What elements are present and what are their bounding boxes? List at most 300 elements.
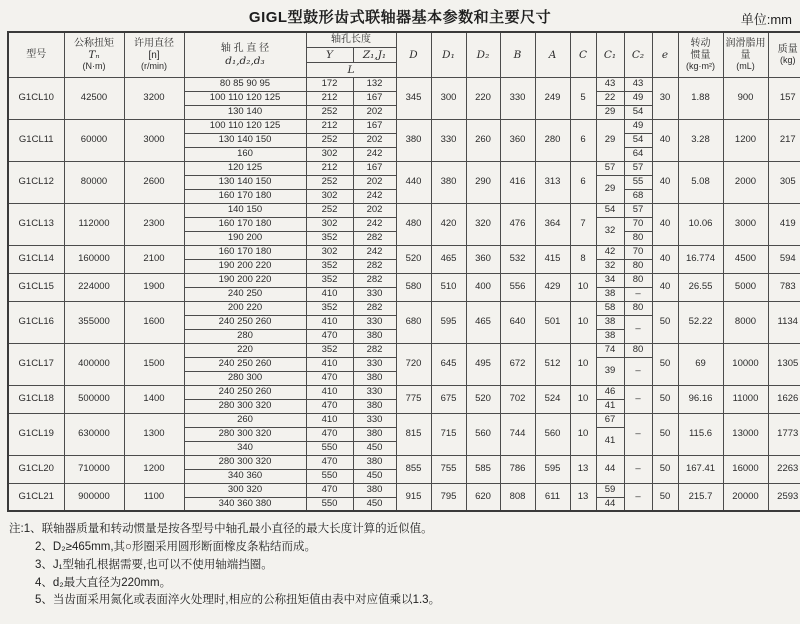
header-grease-l2: 量 (740, 49, 751, 61)
cell-A: 611 (535, 483, 570, 511)
cell-B: 640 (500, 301, 535, 343)
cell-e: 30 (652, 77, 678, 119)
cell-bore-diameters: 240 250 (184, 287, 306, 301)
header-model: 型号 (8, 32, 64, 77)
header-C: C (570, 32, 596, 77)
cell-length-Z1J1: 380 (353, 455, 396, 469)
cell-A: 595 (535, 455, 570, 483)
cell-D1: 330 (431, 119, 466, 161)
cell-bore-diameters: 220 (184, 343, 306, 357)
cell-e: 40 (652, 245, 678, 273)
cell-D2: 495 (466, 343, 500, 385)
cell-grease: 1200 (723, 119, 768, 161)
cell-mass: 305 (768, 161, 800, 203)
cell-C: 10 (570, 273, 596, 301)
cell-length-Z1J1: 380 (353, 371, 396, 385)
cell-length-Y: 410 (306, 357, 353, 371)
cell-bore-diameters: 160 170 180 (184, 189, 306, 203)
unit-label: 单位:mm (740, 12, 792, 27)
header-grease-unit: (mL) (736, 61, 755, 72)
cell-inertia: 96.16 (678, 385, 723, 413)
cell-C1: 59 (596, 483, 624, 497)
cell-grease: 10000 (723, 343, 768, 385)
cell-D: 520 (396, 245, 431, 273)
cell-length-Z1J1: 282 (353, 273, 396, 287)
cell-B: 744 (500, 413, 535, 455)
cell-torque: 355000 (64, 301, 124, 343)
cell-C1: 67 (596, 413, 624, 427)
cell-bore-diameters: 340 (184, 441, 306, 455)
cell-bore-diameters: 190 200 (184, 231, 306, 245)
cell-B: 556 (500, 273, 535, 301)
cell-C1: 41 (596, 399, 624, 413)
cell-length-Z1J1: 202 (353, 133, 396, 147)
cell-C1: 22 (596, 91, 624, 105)
cell-mass: 217 (768, 119, 800, 161)
cell-length-Z1J1: 330 (353, 287, 396, 301)
cell-B: 416 (500, 161, 535, 203)
cell-C: 10 (570, 301, 596, 343)
cell-speed: 1900 (124, 273, 184, 301)
cell-length-Z1J1: 330 (353, 413, 396, 427)
header-bore-length: 轴孔长度 (306, 32, 396, 47)
cell-torque: 160000 (64, 245, 124, 273)
cell-length-Z1J1: 202 (353, 203, 396, 217)
cell-length-Z1J1: 450 (353, 469, 396, 483)
parameters-table (7, 31, 800, 512)
cell-B: 702 (500, 385, 535, 413)
cell-C2: 57 (624, 203, 652, 217)
cell-D1: 645 (431, 343, 466, 385)
cell-length-Y: 212 (306, 119, 353, 133)
cell-length-Z1J1: 242 (353, 245, 396, 259)
cell-length-Y: 172 (306, 77, 353, 91)
table-row (8, 119, 800, 133)
cell-grease: 3000 (723, 203, 768, 245)
cell-grease: 900 (723, 77, 768, 119)
cell-C: 10 (570, 385, 596, 413)
footnote-3: 3、J₁型轴孔根据需要,也可以不使用轴端挡圈。 (35, 558, 273, 571)
cell-bore-diameters: 280 300 320 (184, 455, 306, 469)
cell-length-Y: 352 (306, 273, 353, 287)
cell-C2: 70 (624, 245, 652, 259)
cell-mass: 1773 (768, 413, 800, 455)
table-header (8, 32, 800, 77)
cell-model: G1CL16 (8, 301, 64, 343)
cell-C2: 49 (624, 119, 652, 133)
cell-length-Z1J1: 380 (353, 483, 396, 497)
footnote-1: 注:1、联轴器质量和转动惯量是按各型号中轴孔最小直径的最大长度计算的近似值。 (9, 523, 433, 536)
header-torque-unit: (N·m) (82, 61, 106, 72)
cell-torque: 80000 (64, 161, 124, 203)
cell-C2: 80 (624, 273, 652, 287)
header-speed-unit: (r/min) (141, 61, 167, 72)
header-torque-symbol: Tₙ (88, 49, 100, 62)
page-title: GIGL型鼓形齿式联轴器基本参数和主要尺寸 (248, 9, 552, 26)
cell-D: 815 (396, 413, 431, 455)
cell-length-Y: 470 (306, 371, 353, 385)
cell-speed: 2300 (124, 203, 184, 245)
cell-model: G1CL17 (8, 343, 64, 385)
header-speed-symbol: [n] (148, 49, 160, 61)
cell-C1: 44 (596, 497, 624, 511)
header-inertia (678, 32, 723, 77)
header-bore-label: 轴 孔 直 径 (220, 43, 270, 55)
header-mass-label: 质量 (777, 43, 798, 55)
cell-C: 8 (570, 245, 596, 273)
cell-e: 50 (652, 413, 678, 455)
cell-length-Z1J1: 167 (353, 161, 396, 175)
cell-C: 10 (570, 413, 596, 455)
footnotes (9, 521, 791, 610)
cell-D2: 620 (466, 483, 500, 511)
cell-length-Y: 470 (306, 427, 353, 441)
cell-bore-diameters: 280 300 (184, 371, 306, 385)
cell-B: 808 (500, 483, 535, 511)
cell-torque: 710000 (64, 455, 124, 483)
cell-length-Y: 470 (306, 329, 353, 343)
cell-length-Y: 410 (306, 287, 353, 301)
cell-speed: 3000 (124, 119, 184, 161)
cell-C1: 29 (596, 175, 624, 203)
cell-bore-diameters: 130 140 (184, 105, 306, 119)
cell-C1: 32 (596, 259, 624, 273)
cell-length-Z1J1: 380 (353, 399, 396, 413)
cell-speed: 1100 (124, 483, 184, 511)
cell-bore-diameters: 240 250 260 (184, 315, 306, 329)
cell-length-Y: 352 (306, 343, 353, 357)
cell-mass: 419 (768, 203, 800, 245)
header-speed-label: 许用直径 (134, 38, 174, 50)
table-row (8, 343, 800, 357)
cell-C2: 49 (624, 91, 652, 105)
cell-C1: 58 (596, 301, 624, 315)
header-length-Z1J1: Z₁,J₁ (353, 47, 396, 62)
cell-C2: 80 (624, 259, 652, 273)
cell-D1: 380 (431, 161, 466, 203)
cell-mass: 157 (768, 77, 800, 119)
cell-model: G1CL10 (8, 77, 64, 119)
cell-grease: 13000 (723, 413, 768, 455)
cell-D1: 465 (431, 245, 466, 273)
cell-C1: 74 (596, 343, 624, 357)
cell-mass: 594 (768, 245, 800, 273)
cell-bore-diameters: 140 150 (184, 203, 306, 217)
cell-C: 7 (570, 203, 596, 245)
cell-speed: 3200 (124, 77, 184, 119)
cell-A: 415 (535, 245, 570, 273)
cell-A: 560 (535, 413, 570, 455)
cell-inertia: 3.28 (678, 119, 723, 161)
cell-mass: 1305 (768, 343, 800, 385)
cell-D1: 420 (431, 203, 466, 245)
cell-C2: 68 (624, 189, 652, 203)
cell-bore-diameters: 340 360 380 (184, 497, 306, 511)
cell-length-Z1J1: 450 (353, 441, 396, 455)
cell-C2: 70 (624, 217, 652, 231)
cell-bore-diameters: 280 (184, 329, 306, 343)
cell-A: 524 (535, 385, 570, 413)
cell-e: 40 (652, 273, 678, 301)
table-row (8, 413, 800, 427)
cell-length-Y: 410 (306, 413, 353, 427)
cell-D1: 675 (431, 385, 466, 413)
cell-model: G1CL15 (8, 273, 64, 301)
cell-e: 50 (652, 483, 678, 511)
cell-length-Z1J1: 330 (353, 315, 396, 329)
cell-length-Y: 252 (306, 133, 353, 147)
cell-speed: 1500 (124, 343, 184, 385)
cell-D: 720 (396, 343, 431, 385)
cell-inertia: 167.41 (678, 455, 723, 483)
cell-C1: 29 (596, 119, 624, 161)
cell-length-Y: 410 (306, 385, 353, 399)
header-B: B (500, 32, 535, 77)
cell-inertia: 1.88 (678, 77, 723, 119)
cell-B: 360 (500, 119, 535, 161)
header-C1: C₁ (596, 32, 624, 77)
cell-length-Z1J1: 202 (353, 105, 396, 119)
cell-model: G1CL13 (8, 203, 64, 245)
cell-model: G1CL12 (8, 161, 64, 203)
cell-length-Y: 302 (306, 147, 353, 161)
cell-length-Z1J1: 282 (353, 231, 396, 245)
cell-bore-diameters: 130 140 150 (184, 133, 306, 147)
cell-mass: 2593 (768, 483, 800, 511)
cell-speed: 1600 (124, 301, 184, 343)
cell-grease: 4500 (723, 245, 768, 273)
cell-C: 6 (570, 119, 596, 161)
cell-model: G1CL18 (8, 385, 64, 413)
cell-C1: 41 (596, 427, 624, 455)
cell-C1: 57 (596, 161, 624, 175)
cell-inertia: 10.06 (678, 203, 723, 245)
header-grease (723, 32, 768, 77)
header-length-L: L (306, 62, 396, 77)
cell-D: 775 (396, 385, 431, 413)
cell-torque: 60000 (64, 119, 124, 161)
cell-inertia: 52.22 (678, 301, 723, 343)
cell-C: 5 (570, 77, 596, 119)
footnote-2: 2、D₂≥465mm,其○形圈采用圆形断面橡皮条粘结而成。 (35, 540, 316, 553)
cell-D1: 510 (431, 273, 466, 301)
cell-bore-diameters: 200 220 (184, 301, 306, 315)
cell-length-Z1J1: 167 (353, 119, 396, 133)
header-torque (64, 32, 124, 77)
cell-bore-diameters: 160 170 180 (184, 217, 306, 231)
header-inertia-unit: (kg·m²) (686, 61, 715, 72)
cell-speed: 1200 (124, 455, 184, 483)
header-speed (124, 32, 184, 77)
cell-D2: 400 (466, 273, 500, 301)
cell-speed: 1400 (124, 385, 184, 413)
cell-D2: 360 (466, 245, 500, 273)
cell-D2: 260 (466, 119, 500, 161)
table-body (8, 77, 800, 511)
cell-e: 40 (652, 161, 678, 203)
cell-B: 476 (500, 203, 535, 245)
cell-A: 280 (535, 119, 570, 161)
cell-e: 50 (652, 385, 678, 413)
cell-length-Y: 302 (306, 189, 353, 203)
cell-bore-diameters: 300 320 (184, 483, 306, 497)
cell-bore-diameters: 100 110 120 125 (184, 91, 306, 105)
cell-length-Y: 212 (306, 91, 353, 105)
cell-length-Y: 352 (306, 301, 353, 315)
cell-bore-diameters: 130 140 150 (184, 175, 306, 189)
cell-bore-diameters: 80 85 90 95 (184, 77, 306, 91)
table-row (8, 273, 800, 287)
header-mass-unit: (kg) (780, 55, 796, 66)
cell-C2: 54 (624, 133, 652, 147)
cell-length-Y: 550 (306, 497, 353, 511)
cell-grease: 8000 (723, 301, 768, 343)
cell-D: 915 (396, 483, 431, 511)
cell-length-Y: 550 (306, 441, 353, 455)
cell-C1: 46 (596, 385, 624, 399)
cell-bore-diameters: 160 170 180 (184, 245, 306, 259)
cell-torque: 224000 (64, 273, 124, 301)
cell-D: 855 (396, 455, 431, 483)
cell-grease: 16000 (723, 455, 768, 483)
header-D1: D₁ (431, 32, 466, 77)
cell-A: 429 (535, 273, 570, 301)
cell-inertia: 26.55 (678, 273, 723, 301)
cell-D: 580 (396, 273, 431, 301)
cell-length-Z1J1: 450 (353, 497, 396, 511)
cell-C2: – (624, 455, 652, 483)
cell-length-Y: 302 (306, 245, 353, 259)
cell-e: 40 (652, 119, 678, 161)
cell-A: 249 (535, 77, 570, 119)
cell-speed: 2100 (124, 245, 184, 273)
cell-C1: 29 (596, 105, 624, 119)
cell-e: 50 (652, 455, 678, 483)
cell-bore-diameters: 280 300 320 (184, 399, 306, 413)
cell-length-Y: 352 (306, 231, 353, 245)
cell-length-Y: 410 (306, 315, 353, 329)
cell-D2: 520 (466, 385, 500, 413)
cell-e: 50 (652, 343, 678, 385)
table-row (8, 385, 800, 399)
cell-torque: 42500 (64, 77, 124, 119)
cell-C1: 38 (596, 287, 624, 301)
cell-D1: 795 (431, 483, 466, 511)
cell-B: 786 (500, 455, 535, 483)
cell-inertia: 16.774 (678, 245, 723, 273)
cell-C: 13 (570, 483, 596, 511)
cell-length-Y: 352 (306, 259, 353, 273)
table-row (8, 455, 800, 469)
cell-C: 13 (570, 455, 596, 483)
cell-torque: 112000 (64, 203, 124, 245)
cell-length-Z1J1: 242 (353, 217, 396, 231)
cell-bore-diameters: 240 250 260 (184, 357, 306, 371)
table-row (8, 77, 800, 91)
header-bore-diameter (184, 32, 306, 77)
cell-C1: 32 (596, 217, 624, 245)
cell-bore-diameters: 100 110 120 125 (184, 119, 306, 133)
cell-length-Z1J1: 330 (353, 385, 396, 399)
cell-C2: 80 (624, 343, 652, 357)
cell-C1: 42 (596, 245, 624, 259)
cell-C2: 80 (624, 301, 652, 315)
cell-C2: 64 (624, 147, 652, 161)
cell-length-Z1J1: 330 (353, 357, 396, 371)
cell-length-Y: 252 (306, 105, 353, 119)
header-grease-l1: 润滑脂用 (725, 38, 766, 50)
cell-C2: 57 (624, 161, 652, 175)
cell-mass: 2263 (768, 455, 800, 483)
cell-D: 480 (396, 203, 431, 245)
cell-C1: 38 (596, 329, 624, 343)
cell-C2: – (624, 483, 652, 511)
cell-length-Y: 302 (306, 217, 353, 231)
table-row (8, 203, 800, 217)
cell-length-Y: 470 (306, 483, 353, 497)
cell-D2: 465 (466, 301, 500, 343)
cell-model: G1CL21 (8, 483, 64, 511)
cell-C2: 54 (624, 105, 652, 119)
header-D: D (396, 32, 431, 77)
cell-A: 364 (535, 203, 570, 245)
table-row (8, 245, 800, 259)
cell-C1: 44 (596, 455, 624, 483)
cell-length-Y: 550 (306, 469, 353, 483)
cell-length-Z1J1: 242 (353, 189, 396, 203)
cell-length-Y: 212 (306, 161, 353, 175)
header-A: A (535, 32, 570, 77)
cell-D2: 320 (466, 203, 500, 245)
cell-C2: – (624, 315, 652, 343)
cell-D2: 560 (466, 413, 500, 455)
cell-length-Z1J1: 380 (353, 329, 396, 343)
cell-length-Z1J1: 167 (353, 91, 396, 105)
cell-bore-diameters: 240 250 260 (184, 385, 306, 399)
cell-model: G1CL19 (8, 413, 64, 455)
cell-C2: 43 (624, 77, 652, 91)
table-row (8, 301, 800, 315)
cell-C1: 34 (596, 273, 624, 287)
cell-length-Z1J1: 242 (353, 147, 396, 161)
cell-e: 50 (652, 301, 678, 343)
cell-D: 440 (396, 161, 431, 203)
cell-length-Y: 470 (306, 399, 353, 413)
cell-grease: 2000 (723, 161, 768, 203)
cell-bore-diameters: 190 200 220 (184, 259, 306, 273)
cell-C2: 80 (624, 231, 652, 245)
cell-torque: 630000 (64, 413, 124, 455)
table-row (8, 483, 800, 497)
cell-grease: 20000 (723, 483, 768, 511)
cell-D1: 300 (431, 77, 466, 119)
header-D2: D₂ (466, 32, 500, 77)
cell-inertia: 215.7 (678, 483, 723, 511)
cell-A: 501 (535, 301, 570, 343)
cell-inertia: 69 (678, 343, 723, 385)
cell-C1: 54 (596, 203, 624, 217)
cell-C2: – (624, 287, 652, 301)
cell-D2: 585 (466, 455, 500, 483)
header-torque-label: 公称扭矩 (74, 37, 114, 49)
table-row (8, 161, 800, 175)
footnote-4: 4、d₂最大直径为220mm。 (35, 576, 172, 589)
cell-D: 380 (396, 119, 431, 161)
cell-bore-diameters: 340 360 (184, 469, 306, 483)
cell-bore-diameters: 160 (184, 147, 306, 161)
cell-mass: 1626 (768, 385, 800, 413)
cell-bore-diameters: 280 300 320 (184, 427, 306, 441)
